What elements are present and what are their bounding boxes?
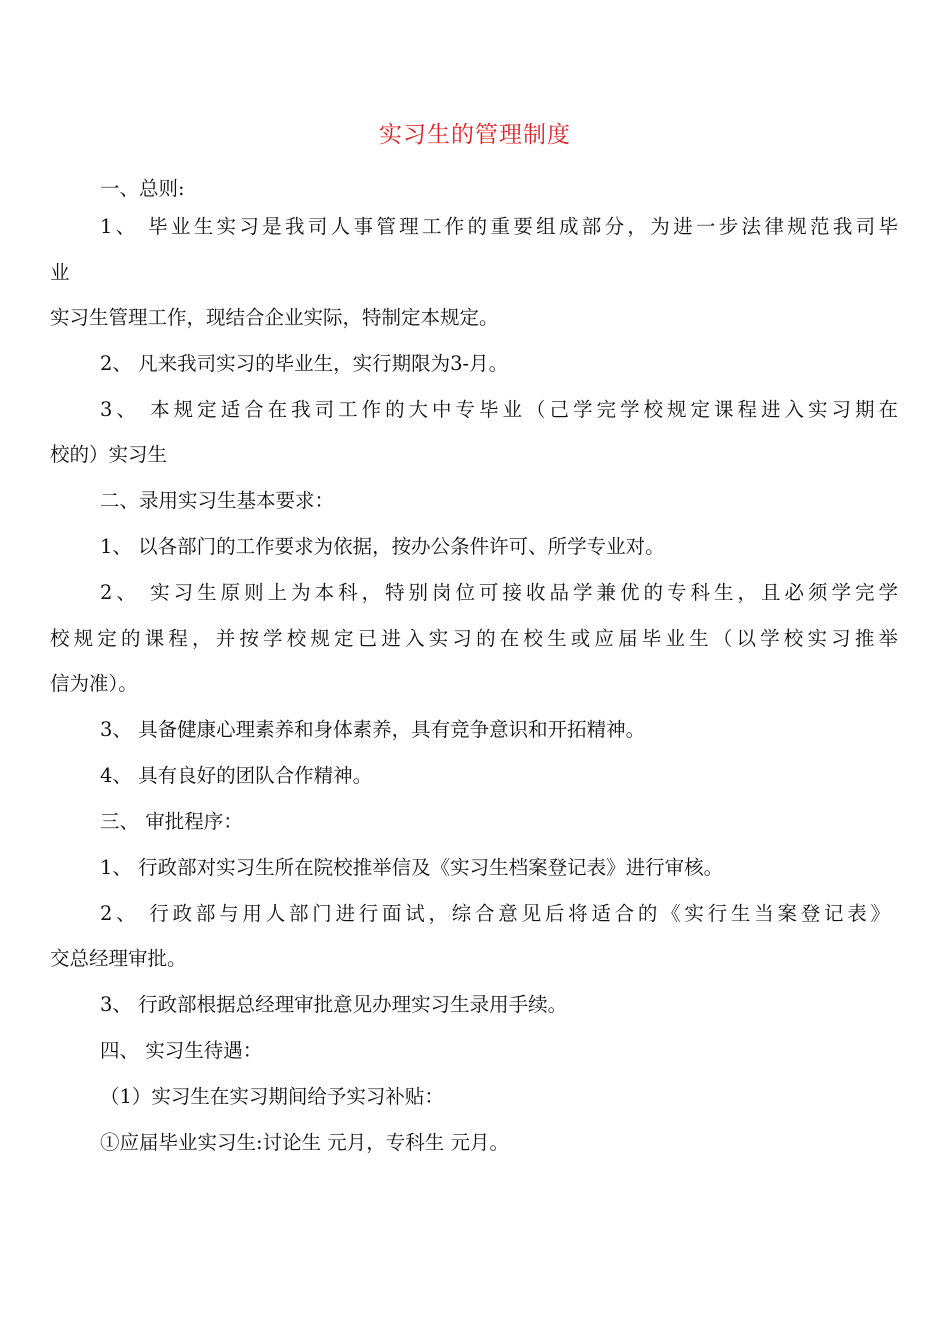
paragraph-line: 信为准）。 [50, 672, 138, 695]
paragraph-line: 校的）实习生 [50, 443, 168, 466]
paragraph-line: 3、 行政部根据总经理审批意见办理实习生录用手续。 [100, 993, 568, 1016]
section-heading-approval: 三、 审批程序： [100, 810, 243, 833]
document-title: 实习生的管理制度 [379, 122, 571, 148]
paragraph-line: （1）实习生在实习期间给予实习补贴： [100, 1085, 444, 1108]
paragraph-line: 1、 行政部对实习生所在院校推举信及《实习生档案登记表》进行审核。 [100, 856, 724, 879]
paragraph-line: 交总经理审批。 [50, 947, 187, 970]
paragraph-line: ①应届毕业实习生:讨论生 元月，专科生 元月。 [100, 1131, 509, 1154]
paragraph-line: 1、 毕业生实习是我司人事管理工作的重要组成部分，为进一步法律规范我司毕 [100, 215, 898, 238]
paragraph-line: 2、 行政部与用人部门进行面试，综合意见后将适合的《实行生当案登记表》 [100, 902, 890, 925]
section-heading-treatment: 四、 实习生待遇： [100, 1039, 263, 1062]
paragraph-line: 业 [50, 261, 70, 284]
section-heading-general: 一、总则: [100, 177, 185, 200]
paragraph-line: 3、 本规定适合在我司工作的大中专毕业（己学完学校规定课程进入实习期在 [100, 398, 898, 421]
paragraph-line: 3、 具备健康心理素养和身体素养，具有竞争意识和开拓精神。 [100, 718, 646, 741]
paragraph-line: 2、 实习生原则上为本科，特别岗位可接收品学兼优的专科生，且必须学完学 [100, 581, 898, 604]
section-heading-requirements: 二、录用实习生基本要求： [100, 489, 335, 512]
paragraph-line: 4、 具有良好的团队合作精神。 [100, 764, 373, 787]
paragraph-line: 校规定的课程，并按学校规定已进入实习的在校生或应届毕业生（以学校实习推举 [50, 627, 898, 650]
paragraph-line: 2、 凡来我司实习的毕业生，实行期限为3-月。 [100, 352, 509, 375]
paragraph-line: 实习生管理工作，现结合企业实际，特制定本规定。 [50, 306, 499, 329]
paragraph-line: 1、 以各部门的工作要求为依据，按办公条件许可、所学专业对。 [100, 535, 665, 558]
